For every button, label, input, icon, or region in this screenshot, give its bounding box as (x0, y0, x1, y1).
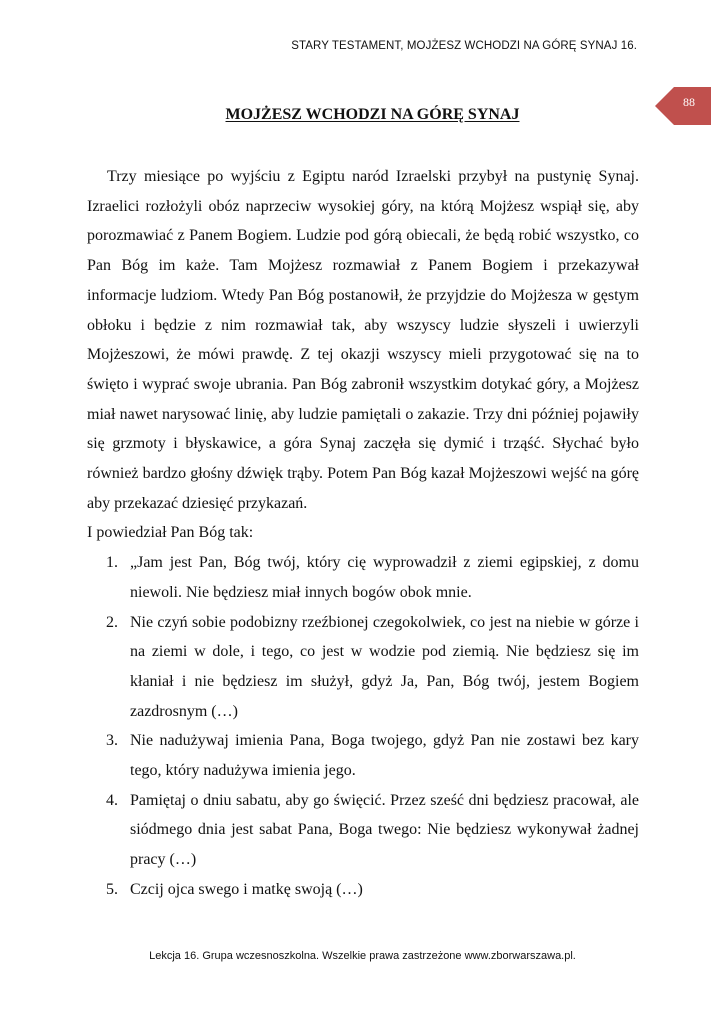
page-number: 88 (683, 95, 695, 109)
page-footer: Lekcja 16. Grupa wczesnoszkolna. Wszelkie prawa zastrzeżone www.zborwarszawa.pl. (149, 950, 576, 962)
list-item-text: Nie czyń sobie podobizny rzeźbionej czegokolwiek, co jest na niebie w górze i na ziemi w dole, i tego, co jest w wodzie pod ziemią. Nie będziesz się im kłaniał i nie będziesz im służył, gdyż Ja, Pan, Bóg twój, jestem Bogiem zazdrosnym (…) (130, 613, 639, 720)
list-item-text: „Jam jest Pan, Bóg twój, który cię wyprowadził z ziemi egipskiej, z domu niewoli. Nie będziesz miał innych bogów obok mnie. (130, 554, 639, 601)
list-item-number: 4. (106, 791, 118, 809)
running-header: STARY TESTAMENT, MOJŻESZ WCHODZI NA GÓRĘ SYNAJ 16. (291, 40, 637, 52)
list-item (87, 608, 639, 727)
commandments-intro: I powiedział Pan Bóg tak: (87, 524, 254, 542)
story-paragraph: Trzy miesiące po wyjściu z Egiptu naród Izraelski przybył na pustynię Synaj. Izraelici rozłożyli obóz naprzeciw wysokiej góry, na którą Mojżesz wspiął się, aby porozmawiać z Panem Bogiem. Ludzie pod górą obiecali, że będą robić wszystko, co Pan Bóg im każe. Tam Mojżesz rozmawiał z Panem Bogiem i przekazywał informacje ludziom. Wtedy Pan Bóg postanowił, że przyjdzie do Mojżesza w gęstym obłoku i będzie z nim rozmawiał tak, aby wszyscy ludzie słyszeli i uwierzyli Mojżeszowi, że mówi prawdę. Z tej okazji wszyscy mieli przygotować się na to święto i wyprać swoje ubrania. Pan Bóg zabronił wszystkim dotykać góry, a Mojżesz miał nawet narysować linię, aby ludzie pamiętali o zakazie. Trzy dni później pojawiły się grzmoty i błyskawice, a góra Synaj zaczęła się dymić i trząść. Słychać było również bardzo głośny dźwięk trąby. Potem Pan Bóg kazał Mojżeszowi wejść na górę aby przekazać dziesięć przykazań. (87, 168, 639, 512)
document-body (87, 162, 639, 905)
list-item-number: 5. (106, 880, 118, 898)
commandments-list (87, 548, 639, 904)
list-item-text: Czcij ojca swego i matkę swoją (…) (130, 880, 363, 898)
list-item (87, 548, 639, 607)
list-item (87, 875, 639, 905)
list-item-number: 2. (106, 613, 118, 631)
list-item-number: 3. (106, 732, 118, 750)
list-item-text: Nie nadużywaj imienia Pana, Boga twojego, gdyż Pan nie zostawi bez kary tego, który nadużywa imienia jego. (130, 732, 639, 780)
list-item (87, 726, 639, 785)
list-item-number: 1. (106, 554, 118, 572)
list-item (87, 786, 639, 875)
list-item-text: Pamiętaj o dniu sabatu, aby go święcić. Przez sześć dni będziesz pracował, ale siódmego dnia jest sabat Pana, Boga twego: Nie będziesz wykonywał żadnej pracy (…) (130, 791, 639, 869)
document-title: MOJŻESZ WCHODZI NA GÓRĘ SYNAJ (225, 106, 520, 123)
